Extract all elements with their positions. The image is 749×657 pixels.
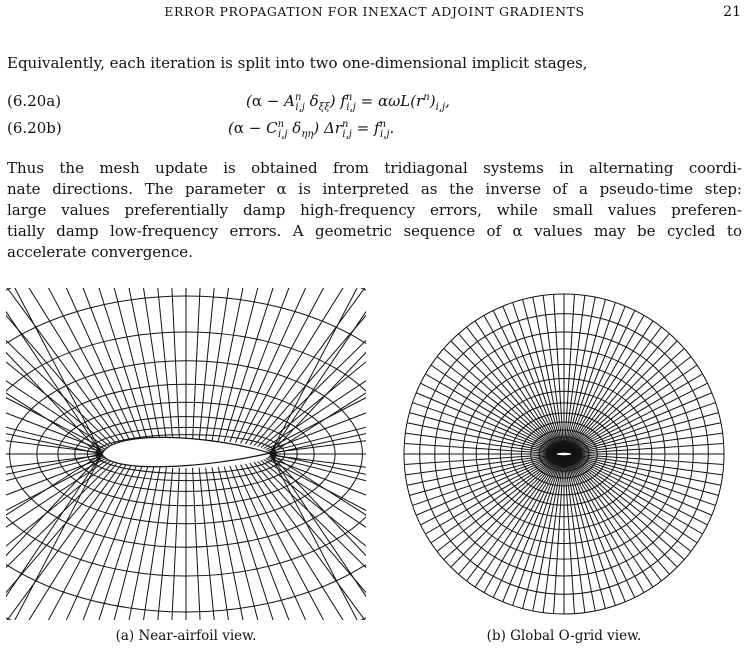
global-ogrid-mesh (394, 291, 734, 617)
ogrid-spoke (565, 455, 605, 608)
mesh-ray (230, 288, 366, 442)
mesh-ray (254, 462, 366, 620)
ogrid-spoke (444, 455, 561, 560)
mesh-ray (6, 466, 142, 620)
intro-sentence: Equivalently, each iteration is split into two one-dimensional implicit stages, (7, 54, 588, 72)
mesh-ray (250, 288, 366, 445)
mesh-ray (254, 288, 366, 446)
mesh-ray (6, 288, 142, 442)
mesh-ray (6, 288, 118, 446)
mesh-ray (250, 463, 366, 620)
airfoil-shape (102, 437, 270, 466)
mesh-ray (6, 288, 122, 445)
equation-body: ($\alpha - C^n_{i,j}$ $\delta_{\eta\eta}$) $\Delta r^n_{i,j} = f^n_{i,j}$. (228, 119, 395, 140)
ogrid-spoke (567, 455, 691, 551)
caption-a: (a) Near-airfoil view. (115, 628, 257, 644)
mesh-ray (6, 462, 118, 620)
ogrid-lines (404, 294, 724, 614)
caption-b: (b) Global O-grid view. (486, 628, 642, 644)
ogrid-spoke (523, 299, 563, 452)
equation-label: (6.20b) (7, 119, 62, 137)
mesh-ray (6, 288, 111, 448)
mesh-ray (6, 460, 111, 620)
ogrid-spoke (437, 455, 561, 551)
ogrid-spoke (444, 349, 561, 454)
ogrid-spoke (567, 455, 684, 560)
ogrid-spoke (567, 357, 691, 453)
mesh-ray (224, 288, 351, 442)
paragraph-line: nate directions. The parameter α is interpreted as the inverse of a pseudo-time step: (7, 180, 742, 198)
figure-global-ogrid (394, 291, 734, 617)
page-number: 21 (723, 4, 741, 20)
mesh-ray (261, 460, 366, 620)
equation-6-20b (0, 117, 749, 141)
mesh-ray (6, 463, 122, 620)
figure-near-airfoil (6, 288, 366, 620)
mesh-ray (20, 288, 147, 442)
mesh-ray (6, 465, 137, 620)
equation-body: ($\alpha - A^n_{i,j}$ $\delta_{\xi\xi}$) $f^n_{i,j} = \alpha\omega L(r^n)_{i,j}$, (246, 92, 450, 113)
mesh-ray (230, 466, 366, 620)
airfoil-silhouette (556, 452, 572, 456)
ogrid-spoke (565, 299, 605, 452)
near-airfoil-mesh (6, 288, 366, 620)
equation-label: (6.20a) (7, 92, 62, 110)
running-title: ERROR PROPAGATION FOR INEXACT ADJOINT GRADIENTS (164, 4, 585, 19)
mesh-ray (235, 288, 366, 443)
paragraph-line: large values preferentially damp high-frequency errors, while small values preferen- (7, 201, 742, 219)
mesh-ray (20, 466, 147, 620)
paragraph-line: Thus the mesh update is obtained from tridiagonal systems in alternating coordi- (7, 159, 742, 177)
mesh-ray (224, 466, 351, 620)
paragraph-line: tially damp low-frequency errors. A geometric sequence of α values may be cycled to (7, 222, 742, 240)
ogrid-spoke (523, 455, 563, 608)
paragraph-line: accelerate convergence. (7, 243, 193, 261)
near-mesh-lines (6, 288, 366, 620)
ogrid-spoke (437, 357, 561, 453)
ogrid-spoke (567, 349, 684, 454)
mesh-ray (6, 288, 137, 443)
body-paragraph (7, 158, 742, 263)
equation-6-20a (0, 90, 749, 114)
mesh-ray (261, 288, 366, 448)
mesh-ray (235, 465, 366, 620)
page-header (0, 4, 749, 26)
